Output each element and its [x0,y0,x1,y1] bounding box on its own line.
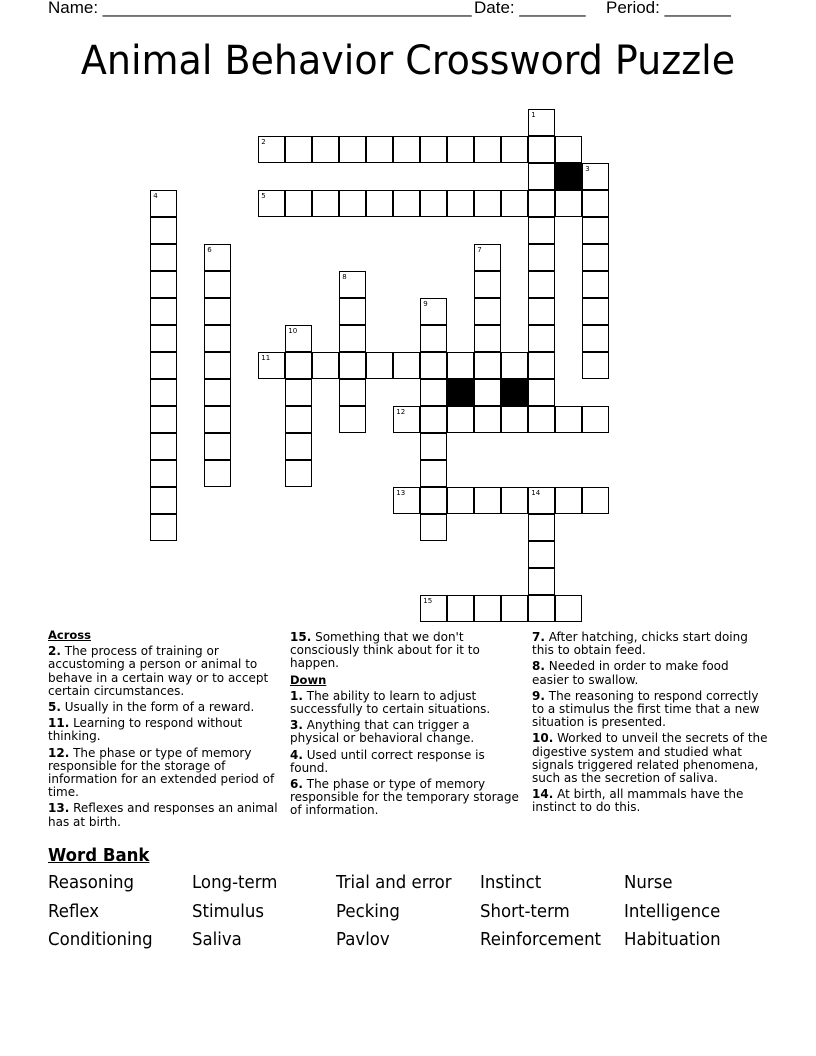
clue-down-1 [290,690,522,716]
grid-cell[interactable] [528,406,555,433]
grid-cell[interactable] [204,244,231,271]
grid-cell[interactable] [258,190,285,217]
grid-cell[interactable] [474,325,501,352]
word-bank-item: Long-term [192,872,278,893]
word-bank-item: Intelligence [624,900,721,922]
clue-number: 1. [290,688,303,703]
clue-down-6 [290,778,522,818]
grid-cell[interactable] [339,298,366,325]
clue-down-9 [532,690,768,730]
grid-cell[interactable] [501,190,528,217]
grid-cell[interactable] [420,298,447,325]
across-heading: Across [48,628,91,642]
word-bank-item: Saliva [192,929,242,950]
clue-text: Learning to respond without thinking. [48,716,243,744]
grid-cell[interactable] [150,487,177,514]
clue-number: 5. [48,700,61,715]
grid-cell[interactable] [150,244,177,271]
clue-number: 2. [48,644,61,659]
grid-cell[interactable] [204,379,231,406]
clue-across-13 [48,802,280,828]
word-bank [48,845,768,952]
grid-cell[interactable] [555,406,582,433]
word-bank-item: Pavlov [336,929,390,950]
word-bank-item: Nurse [624,872,673,893]
grid-cell[interactable] [285,379,312,406]
clue-number-label: 14 [531,489,541,498]
grid-cell[interactable] [528,244,555,271]
clue-down-8 [532,660,768,686]
grid-cell[interactable] [528,217,555,244]
clue-across-11 [48,717,280,743]
word-bank-title: Word Bank [48,845,150,866]
grid-cell[interactable] [285,136,312,163]
grid-cell[interactable] [150,433,177,460]
grid-cell[interactable] [582,163,609,190]
clue-text: The reasoning to respond correctly to a stimulus the first time that a new situation is presented. [532,688,760,730]
grid-cell[interactable] [204,460,231,487]
grid-cell[interactable] [258,352,285,379]
date-field-label[interactable]: Date: _______ [474,0,586,17]
grid-cell[interactable] [528,136,555,163]
grid-cell[interactable] [582,298,609,325]
grid-cell[interactable] [312,190,339,217]
grid-cell[interactable] [285,190,312,217]
grid-cell[interactable] [474,406,501,433]
clue-number: 7. [532,630,545,644]
grid-cell[interactable] [150,514,177,541]
grid-cell[interactable] [393,136,420,163]
grid-cell[interactable] [339,325,366,352]
grid-cell[interactable] [366,136,393,163]
clue-down-3 [290,719,522,745]
grid-cell[interactable] [582,217,609,244]
word-bank-item: Reasoning [48,872,134,893]
grid-cell[interactable] [447,352,474,379]
grid-cell[interactable] [150,325,177,352]
clues-column-3 [532,631,768,818]
name-field-label[interactable]: Name: _______________________________________ [48,0,472,17]
clue-number: 14. [532,787,554,802]
grid-cell[interactable] [339,379,366,406]
grid-cell[interactable] [150,298,177,325]
grid-block [555,163,582,190]
grid-cell[interactable] [204,298,231,325]
clue-text: The ability to learn to adjust successfully to certain situations. [290,688,491,717]
clue-text: Used until correct response is found. [290,747,485,775]
clue-text: Worked to unveil the secrets of the digestive system and studied what signals triggered related phenomena, such as the secretion of saliva. [532,731,768,786]
page-title: Animal Behavior Crossword Puzzle [80,38,736,84]
clue-text: Something that we don't consciously think about for it to happen. [290,630,480,671]
clue-across-15 [290,631,522,671]
grid-cell[interactable] [285,460,312,487]
down-heading: Down [290,672,327,687]
clue-number-label: 10 [288,327,298,336]
grid-cell[interactable] [339,136,366,163]
clue-number-label: 5 [261,192,266,201]
grid-cell[interactable] [285,433,312,460]
grid-cell[interactable] [474,487,501,514]
grid-cell[interactable] [555,136,582,163]
grid-cell[interactable] [393,190,420,217]
grid-cell[interactable] [150,271,177,298]
grid-cell[interactable] [474,190,501,217]
grid-cell[interactable] [150,190,177,217]
clue-number: 13. [48,801,70,816]
clue-down-7 [532,631,768,657]
clue-number-label: 12 [396,408,406,417]
word-bank-list [48,872,768,952]
grid-cell[interactable] [447,190,474,217]
clue-number-label: 7 [477,246,482,255]
clue-number: 11. [48,716,70,731]
grid-block [501,379,528,406]
clue-text: Reflexes and responses an animal has at birth. [48,801,278,829]
clue-text: Usually in the form of a reward. [60,700,255,715]
grid-cell[interactable] [582,244,609,271]
clue-number-label: 6 [207,246,212,255]
clue-text: The phase or type of memory responsible for the temporary storage of information. [290,777,519,818]
word-bank-item: Stimulus [192,900,264,922]
grid-cell[interactable] [528,352,555,379]
word-bank-item: Reflex [48,900,100,922]
clue-number: 10. [532,731,554,746]
clue-number-label: 8 [342,273,347,282]
grid-cell[interactable] [393,352,420,379]
grid-cell[interactable] [582,271,609,298]
grid-cell[interactable] [285,352,312,379]
clue-number-label: 4 [153,192,158,201]
grid-cell[interactable] [150,406,177,433]
clue-across-2 [48,645,280,698]
grid-cell[interactable] [420,325,447,352]
student-info-header [48,0,768,20]
word-bank-item: Habituation [624,929,721,950]
grid-cell[interactable] [339,406,366,433]
clue-number: 8. [532,659,545,674]
word-bank-item: Pecking [336,900,400,922]
clue-text: At birth, all mammals have the instinct to do this. [532,787,744,815]
grid-cell[interactable] [474,298,501,325]
word-bank-item: Instinct [480,872,542,893]
clue-number-label: 9 [423,300,428,309]
grid-cell[interactable] [204,433,231,460]
grid-cell[interactable] [474,271,501,298]
grid-cell[interactable] [312,136,339,163]
grid-cell[interactable] [204,352,231,379]
word-bank-item: Reinforcement [480,929,602,950]
clue-across-12 [48,747,280,800]
grid-cell[interactable] [582,352,609,379]
grid-cell[interactable] [528,298,555,325]
grid-cell[interactable] [555,190,582,217]
grid-cell[interactable] [447,406,474,433]
clue-number: 3. [290,718,303,733]
grid-cell[interactable] [501,352,528,379]
grid-cell[interactable] [528,190,555,217]
grid-cell[interactable] [420,136,447,163]
grid-cell[interactable] [447,595,474,622]
grid-cell[interactable] [150,217,177,244]
grid-cell[interactable] [474,352,501,379]
clue-down-4 [290,749,522,775]
word-bank-item: Short-term [480,900,570,922]
grid-cell[interactable] [474,595,501,622]
grid-cell[interactable] [420,487,447,514]
grid-cell[interactable] [582,325,609,352]
grid-cell[interactable] [420,433,447,460]
grid-cell[interactable] [339,271,366,298]
grid-cell[interactable] [528,271,555,298]
grid-cell[interactable] [285,325,312,352]
grid-cell[interactable] [420,379,447,406]
grid-cell[interactable] [339,352,366,379]
grid-cell[interactable] [420,460,447,487]
clue-down-10 [532,732,768,785]
grid-cell[interactable] [393,406,420,433]
clue-number-label: 11 [261,354,271,363]
grid-cell[interactable] [150,379,177,406]
grid-cell[interactable] [393,487,420,514]
grid-cell[interactable] [285,406,312,433]
grid-cell[interactable] [582,487,609,514]
grid-cell[interactable] [474,244,501,271]
grid-cell[interactable] [447,487,474,514]
clue-number: 9. [532,688,545,703]
grid-cell[interactable] [555,487,582,514]
clue-number-label: 3 [585,165,590,174]
clue-text: The process of training or accustoming a person or animal to behave in a certain way or to accept certain circumstances. [48,644,269,698]
grid-cell[interactable] [474,136,501,163]
grid-cell[interactable] [366,352,393,379]
clue-number-label: 1 [531,111,536,120]
word-bank-item: Trial and error [336,872,452,893]
grid-cell[interactable] [204,325,231,352]
grid-cell[interactable] [204,406,231,433]
clue-number: 6. [290,777,303,792]
clue-text: The phase or type of memory responsible for the storage of information for an extended period of time. [48,745,275,800]
grid-cell[interactable] [528,325,555,352]
grid-cell[interactable] [528,109,555,136]
grid-cell[interactable] [150,352,177,379]
grid-cell[interactable] [528,514,555,541]
grid-cell[interactable] [420,595,447,622]
clue-number: 4. [290,747,303,762]
clues-column-1 [48,629,280,832]
clue-number: 15. [290,630,312,644]
clue-across-5 [48,701,280,714]
grid-cell[interactable] [501,595,528,622]
clue-text: Anything that can trigger a physical or behavioral change. [290,718,475,746]
grid-cell[interactable] [447,136,474,163]
clue-number: 12. [48,745,70,760]
grid-cell[interactable] [528,163,555,190]
clue-number-label: 2 [261,138,266,147]
word-bank-item: Conditioning [48,929,153,950]
grid-cell[interactable] [312,352,339,379]
grid-cell[interactable] [420,190,447,217]
grid-cell[interactable] [501,406,528,433]
period-field-label[interactable]: Period: _______ [606,0,731,17]
grid-cell[interactable] [501,136,528,163]
grid-cell[interactable] [204,271,231,298]
grid-cell[interactable] [582,190,609,217]
grid-cell[interactable] [339,190,366,217]
grid-cell[interactable] [528,379,555,406]
grid-cell[interactable] [420,406,447,433]
grid-cell[interactable] [258,136,285,163]
clue-number-label: 15 [423,597,433,606]
grid-cell[interactable] [501,487,528,514]
grid-block [447,379,474,406]
grid-cell[interactable] [528,568,555,595]
clue-number-label: 13 [396,489,406,498]
grid-cell[interactable] [150,460,177,487]
grid-cell[interactable] [528,595,555,622]
grid-cell[interactable] [582,406,609,433]
grid-cell[interactable] [555,595,582,622]
grid-cell[interactable] [528,487,555,514]
clues-column-2 [290,631,522,821]
clue-text: After hatching, chicks start doing this to obtain feed. [532,630,748,658]
clue-text: Needed in order to make food easier to swallow. [532,659,729,687]
grid-cell[interactable] [420,514,447,541]
clue-down-14 [532,788,768,814]
grid-cell[interactable] [420,352,447,379]
grid-cell[interactable] [528,541,555,568]
grid-cell[interactable] [474,379,501,406]
grid-cell[interactable] [366,190,393,217]
